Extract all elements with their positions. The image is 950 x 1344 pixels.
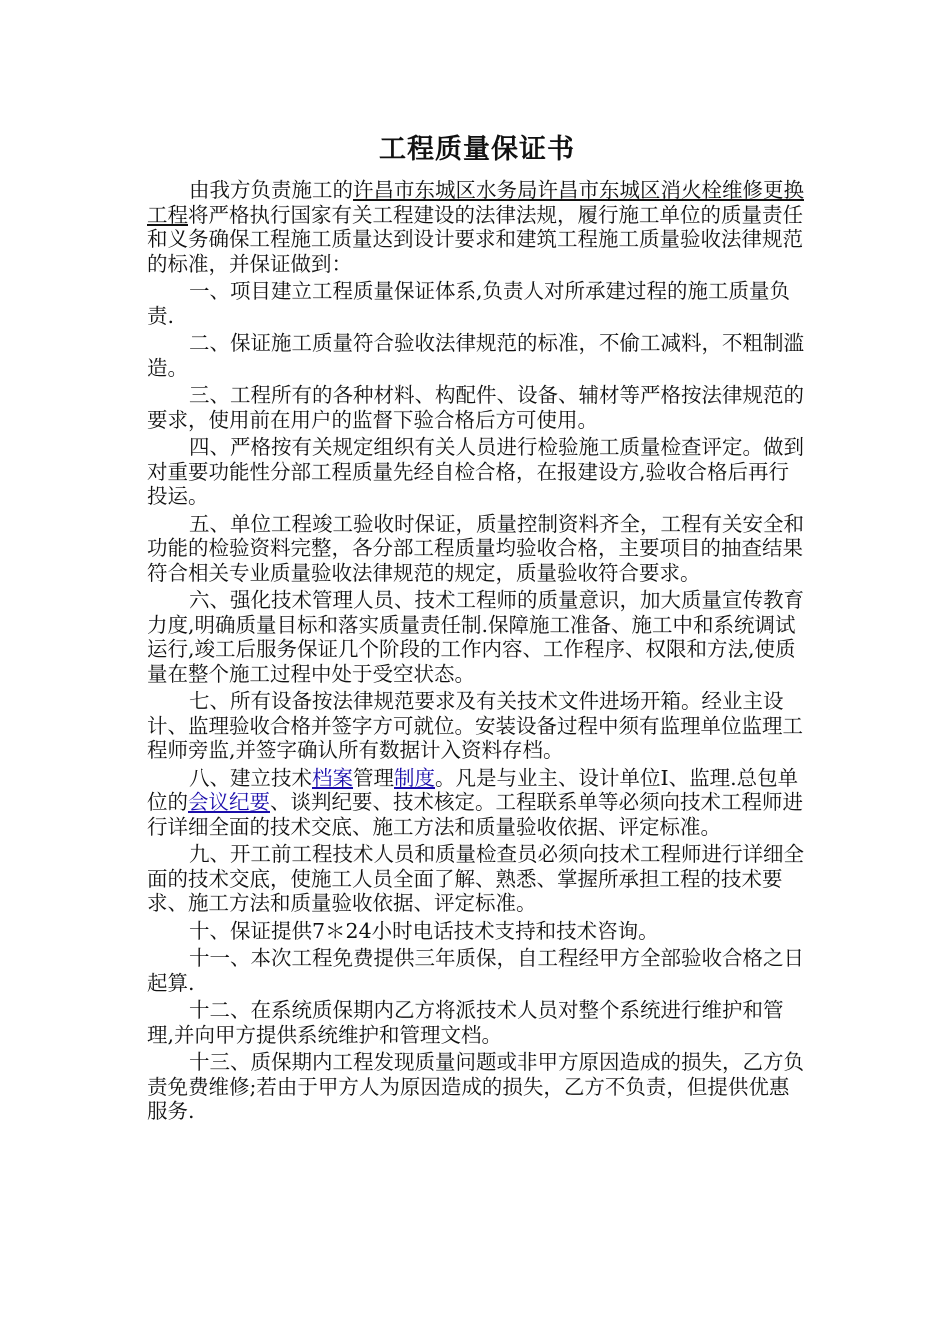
clause-4: 四、严格按有关规定组织有关人员进行检验施工质量检查评定。做到对重要功能性分部工程质量先经自检合格，在报建设方,验收合格后再行投运。 — [147, 435, 804, 508]
clause-12: 十二、在系统质保期内乙方将派技术人员对整个系统进行维护和管理,并向甲方提供系统维护和管理文档。 — [147, 998, 784, 1047]
clause-8 — [147, 766, 807, 840]
clause-7: 七、所有设备按法律规范要求及有关技术文件进场开箱。经业主设计、监理验收合格并签字方可就位。安装设备过程中须有监理单位监理工程师旁监,并签字确认所有数据计入资料存档。 — [147, 689, 803, 762]
clause-10: 十、保证提供7＊24小时电话技术支持和技术咨询。 — [189, 918, 659, 943]
archive-link[interactable]: 档案 — [312, 765, 353, 790]
meeting-minutes-link[interactable]: 会议纪要 — [188, 790, 270, 814]
clause-9: 九、开工前工程技术人员和质量检查员必须向技术工程师进行详细全面的技术交底，使施工人员全面了解、熟悉、掌握所承担工程的技术要求、施工方法和质量验收依据、评定标准。 — [147, 842, 804, 915]
clause-3: 三、工程所有的各种材料、构配件、设备、辅材等严格按法律规范的要求，使用前在用户的监督下验合格后方可使用。 — [147, 383, 804, 432]
clause-1: 一、项目建立工程质量保证体系,负责人对所承建过程的施工质量负责. — [147, 279, 791, 328]
document-page — [147, 130, 807, 1127]
project-name: 许昌市东城区水务局许昌市东城区消火栓维修更换工程 — [147, 178, 804, 227]
clause-8-part3: 。凡是与业主、设计单位Ⅰ、监理.总包单位的 — [147, 765, 799, 814]
intro-suffix: 将严格执行国家有关工程建设的法律法规，履行施工单位的质量责任和义务确保工程施工质量达到设计要求和建筑工程施工质量验收法律规范的标准，并保证做到： — [147, 202, 803, 276]
intro-paragraph — [147, 178, 807, 276]
document-title: 工程质量保证书 — [379, 134, 575, 165]
system-link[interactable]: 制度 — [394, 765, 435, 790]
intro-prefix: 由我方负责施工的 — [189, 178, 353, 202]
clause-8-part1: 八、建立技术 — [189, 765, 312, 790]
clause-13: 十三、质保期内工程发现质量问题或非甲方原因造成的损失，乙方负责免费维修;若由于甲方人为原因造成的损失，乙方不负责，但提供优惠服务. — [147, 1050, 804, 1123]
clause-6: 六、强化技术管理人员、技术工程师的质量意识，加大质量宣传教育力度,明确质量目标和落实质量责任制.保障施工准备、施工中和系统调试运行,竣工后服务保证几个阶段的工作内容、工作程序、权限和方法,使质量在整个施工过程中处于受空状态。 — [147, 588, 804, 686]
clause-2: 二、保证施工质量符合验收法律规范的标准，不偷工减料，不粗制滥造。 — [147, 331, 804, 380]
clause-8-part2: 管理 — [353, 765, 394, 790]
clause-11: 十一、本次工程免费提供三年质保，自工程经甲方全部验收合格之日起算. — [147, 946, 804, 995]
clause-5: 五、单位工程竣工验收时保证，质量控制资料齐全，工程有关安全和功能的检验资料完整，各分部工程质量均验收合格，主要项目的抽查结果符合相关专业质量验收法律规范的规定，质量验收符合要求。 — [147, 511, 804, 585]
clause-8-part4: 、谈判纪要、技术核定。工程联系单等必须向技术工程师进行详细全面的技术交底、施工方法和质量验收依据、评定标准。 — [147, 790, 803, 839]
